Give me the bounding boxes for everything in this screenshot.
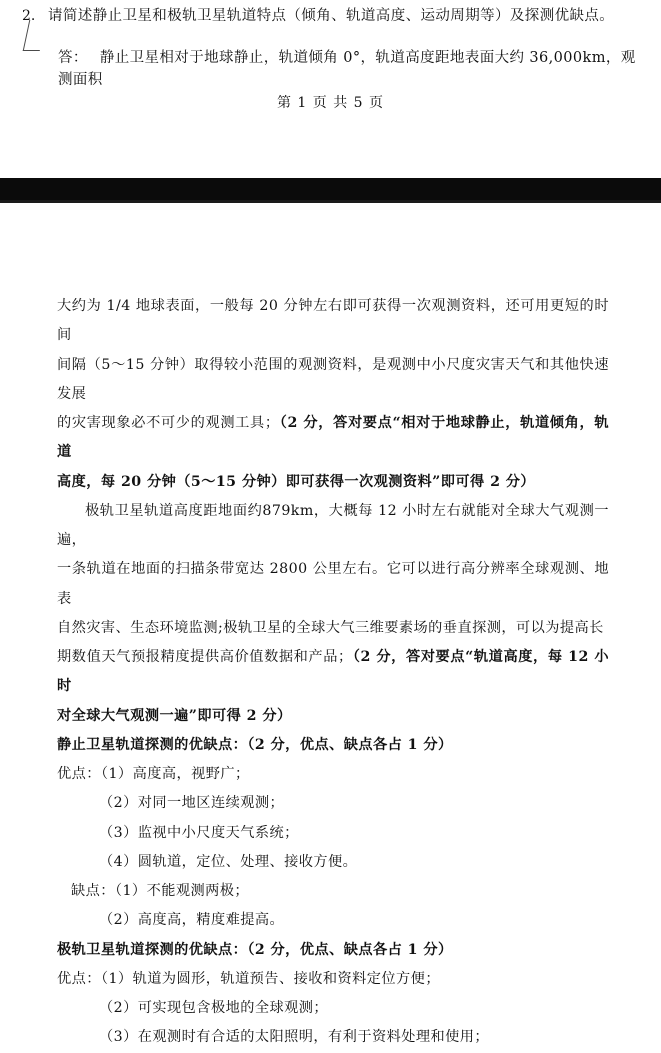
advantages-label: 优点： <box>57 766 101 782</box>
answer-text: 静止卫星相对于地球静止，轨道倾角 0°，轨道高度距地表面大约 36,000km，观测面积 <box>58 50 636 88</box>
geo-heading-score: （2 分，优点、缺点各占 1 分） <box>247 736 453 753</box>
score-note: （2 分，答对要点“轨道高度，每 12 小时 <box>57 649 609 695</box>
top-page-fragment <box>0 0 661 178</box>
question-number: 2. <box>22 8 36 24</box>
geo-pros-cons-heading <box>57 731 609 760</box>
polar-pros-cons-heading <box>57 936 609 965</box>
geo-disadvantages-line <box>57 877 609 906</box>
advantage-item: （4）圆轨道，定位、处理、接收方便。 <box>99 853 358 870</box>
polar-heading-score: （2 分，优点、缺点各占 1 分） <box>247 941 453 958</box>
polar-heading-label: 极轨卫星轨道探测的优缺点： <box>57 941 248 958</box>
paragraph-text: 期数值天气预报精度提供高价值数据和产品； <box>57 649 353 665</box>
advantage-item: （2）可实现包含极地的全球观测； <box>99 1000 329 1016</box>
paragraph-line: 一条轨道在地面的扫描条带宽达 2800 公里左右。它可以进行高分辨率全球观测、地表 <box>57 561 609 607</box>
score-note: （2 分，答对要点“相对于地球静止，轨道倾角，轨道 <box>57 415 609 461</box>
answer-label: 答： <box>58 50 88 66</box>
advantage-item: （3）监视中小尺度天气系统； <box>99 824 299 841</box>
disadvantage-item: （1）不能观测两极； <box>114 883 250 899</box>
paragraph-line: 极轨卫星轨道高度距地面约879km，大概每 12 小时左右就能对全球大气观测一遍， <box>57 502 609 548</box>
question-row <box>22 6 641 28</box>
score-note: 对全球大气观测一遍”即可得 2 分） <box>57 707 292 724</box>
disadvantages-label: 缺点： <box>71 883 115 899</box>
paragraph-line: 自然灾害、生态环境监测;极轨卫星的全球大气三维要素场的垂直探测，可以为提高长 <box>57 619 604 636</box>
paragraph-line: 大约为 1/4 地球表面，一般每 20 分钟左右即可获得一次观测资料，还可用更短的时间 <box>57 298 609 344</box>
paragraph-line <box>57 409 609 468</box>
answer-row <box>58 48 643 92</box>
page-footer: 第 1 页 共 5 页 <box>276 95 385 111</box>
answer-body <box>57 292 609 1053</box>
disadvantage-item: （2）高度高，精度难提高。 <box>99 912 285 929</box>
geo-heading-label: 静止卫星轨道探测的优缺点： <box>57 736 248 753</box>
bottom-page-fragment <box>0 203 661 1046</box>
advantage-item: （1）轨道为圆形，轨道预告、接收和资料定位方便； <box>100 970 440 987</box>
paragraph-text: 的灾害现象必不可少的观测工具； <box>57 415 280 431</box>
advantage-item: （1）高度高，视野广； <box>100 766 250 782</box>
paragraph-line: 间隔（5～15 分钟）取得较小范围的观测资料，是观测中小尺度灾害天气和其他快速发展 <box>57 356 609 402</box>
polar-advantages-line <box>57 965 609 994</box>
advantages-label: 优点： <box>57 970 101 987</box>
paragraph-line <box>57 643 609 702</box>
score-note: 高度，每 20 分钟（5～15 分钟）即可获得一次观测资料”即可得 2 分） <box>57 473 536 490</box>
geo-advantages-line <box>57 760 609 789</box>
scan-separator-band <box>0 178 661 200</box>
advantage-item: （3）在观测时有合适的太阳照明，有利于资料处理和使用； <box>99 1029 490 1046</box>
question-text: 请简述静止卫星和极轨卫星轨道特点（倾角、轨道高度、运动周期等）及探测优缺点。 <box>48 8 615 24</box>
advantage-item: （2）对同一地区连续观测； <box>99 795 285 812</box>
